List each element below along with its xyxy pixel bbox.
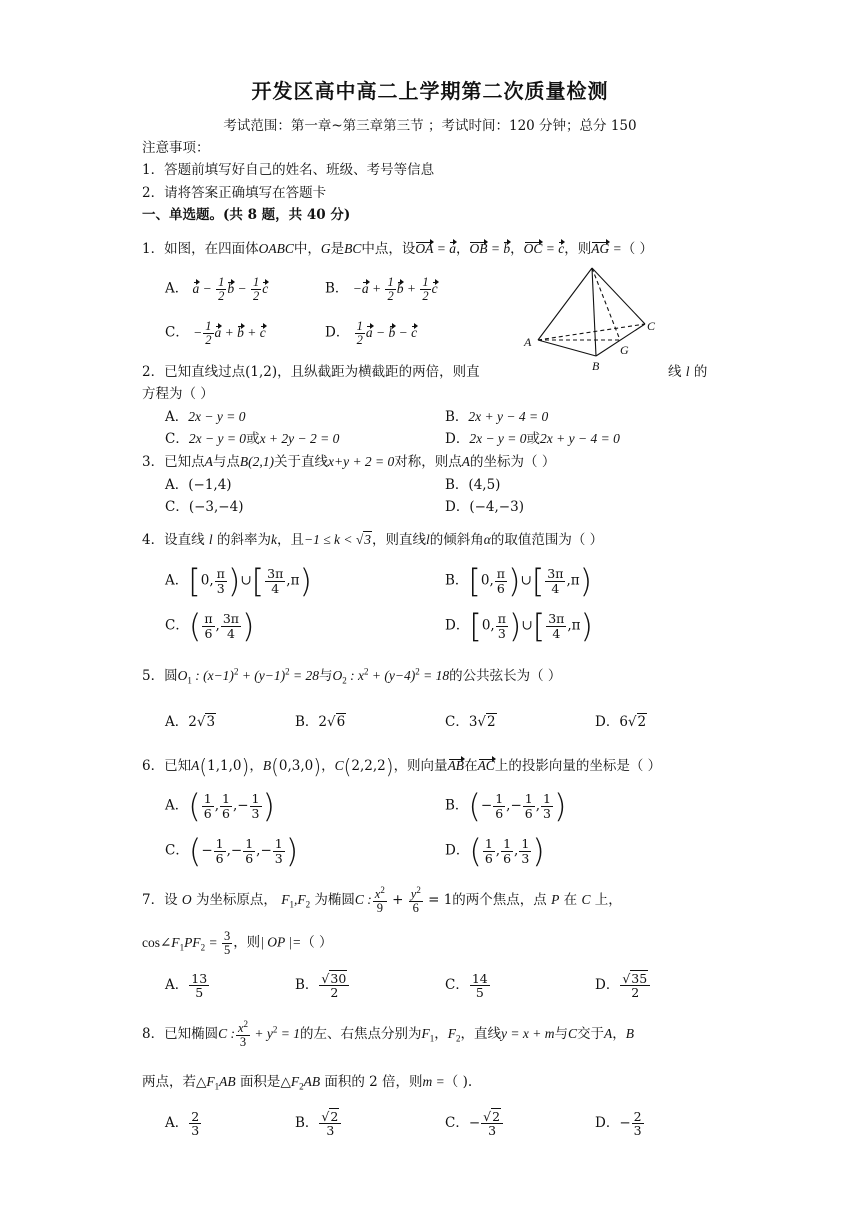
question-7-stem-line2: $\cos\angle F_1PF_2$ = $\frac{3}{5}$ ，则| OP |=（ ） [142, 929, 333, 958]
edge-oc [592, 268, 645, 324]
edge-ac [538, 324, 645, 340]
question-6-option-c[interactable]: C．(− $\frac{1}{6}$ ,− $\frac{1}{6}$ ,− $\frac{1}{3}$ ) [165, 832, 299, 870]
edge-og [592, 268, 620, 340]
question-8-stem-line1: 8．已知椭圆C : $\frac{x^2}{3}$ + $y^2 = 1$的左、右焦点分别为$F_1$，$F_2$，直线y = x + m与C交于A，B [142, 1019, 634, 1050]
question-2-option-b[interactable]: B．2x + y − 4 = 0 [445, 409, 549, 425]
question-7-option-d[interactable]: D． $\frac{√35}{2}$ [595, 972, 651, 999]
question-7-option-a[interactable]: A． $\frac{13}{5}$ [165, 971, 208, 1001]
question-1-option-c[interactable]: C． − $\frac{1}{2}$ a + b + c [165, 319, 266, 348]
question-6-stem: 6．已知A(1,1,0)，B(0,3,0)，C(2,2,2)，则向量AB在AC上的投影向量的坐标是（ ） [142, 754, 662, 779]
label-b: B [592, 359, 600, 373]
note-1: 1．答题前填写好自己的姓名、班级、考号等信息 [142, 162, 435, 178]
question-2-stem-line1: 2．已知直线过点(1,2)，且纵截距为横截距的两倍，则直 [142, 364, 480, 380]
question-8-option-d[interactable]: D．− $\frac{2}{3}$ [595, 1109, 642, 1139]
label-c: C [647, 319, 656, 333]
question-2-option-a[interactable]: A．2x − y = 0 [165, 409, 246, 425]
question-6-option-b[interactable]: B．(− $\frac{1}{6}$ ,− $\frac{1}{6}$ , $\frac{1}{3}$ ) [445, 787, 567, 825]
question-8-option-a[interactable]: A． $\frac{2}{3}$ [165, 1109, 200, 1139]
question-8-stem-line2: 两点，若$\triangle F_1AB$ 面积是$\triangle F_2AB$ 面积的 2 倍，则m =（ ). [142, 1074, 473, 1092]
question-8-option-c[interactable]: C．− $\frac{√2}{3}$ [445, 1110, 504, 1137]
question-2-option-c[interactable]: C．2x − y = 0或x + 2y − 2 = 0 [165, 431, 340, 447]
question-8-option-b[interactable]: B． $\frac{√2}{3}$ [295, 1110, 342, 1137]
notes-title: 注意事项： [142, 140, 210, 156]
question-5-option-d[interactable]: D．6√2 [595, 714, 647, 730]
question-7-option-b[interactable]: B． $\frac{√30}{2}$ [295, 972, 350, 999]
question-6-option-a[interactable]: A．( $\frac{1}{6}$ , $\frac{1}{6}$ ,− $\frac{1}{3}$ ) [165, 787, 275, 825]
question-2-stem-line2: 方程为（ ） [142, 386, 214, 402]
question-4-option-d[interactable]: D．[0, $\frac{\pi}{3}$ )∪[ $\frac{3\pi}{4}$ ,π) [445, 607, 594, 645]
question-5-option-c[interactable]: C．3√2 [445, 714, 496, 730]
question-1-option-d[interactable]: D． $\frac{1}{2}$ a − b − c [325, 319, 418, 348]
label-a: A [524, 335, 532, 349]
question-4-stem: 4．设直线 l 的斜率为k，且−1 ≤ k < √3，则直线l的倾斜角α的取值范围为（ ） [142, 532, 604, 548]
exam-info: 考试范围：第一章~第三章第三节 ；考试时间：120 分钟；总分 150 [223, 118, 637, 134]
question-5-option-a[interactable]: A．2√3 [165, 714, 216, 730]
question-7-option-c[interactable]: C． $\frac{14}{5}$ [445, 971, 488, 1001]
question-4-option-c[interactable]: C．( $\frac{\pi}{6}$ , $\frac{3\pi}{4}$ ) [165, 607, 255, 645]
edge-ob [592, 268, 596, 356]
tetrahedron-figure [520, 262, 670, 377]
question-3-option-b[interactable]: B．(4,5) [445, 477, 501, 493]
section-heading: 一、单选题。(共 8 题，共 40 分) [142, 207, 351, 223]
edge-ab [538, 340, 596, 356]
question-4-option-b[interactable]: B．[0, $\frac{\pi}{6}$ )∪[ $\frac{3\pi}{4}$ ,π) [445, 562, 593, 600]
question-7-stem-line1: 7．设 O 为坐标原点， $F_1,F_2$ 为椭圆C : $\frac{x^2}{9}$ + $\frac{y^2}{6}$ = 1的两个焦点，点 P 在 C 上， [142, 885, 622, 916]
question-2-stem-line1-end: 线 l 的 [668, 364, 708, 380]
question-5-option-b[interactable]: B．2√6 [295, 714, 346, 730]
question-3-option-d[interactable]: D．(−4,−3) [445, 499, 524, 515]
question-1-stem: 1．如图，在四面体OABC中，G是BC中点，设OA = a，OB = b，OC = c，则AG =（ ） [142, 241, 654, 257]
question-5-stem: 5．圆$O_1$ : $(x-1)^2 + (y-1)^2 = 28$与$O_2$ : $x^2 + (y-4)^2 = 18$的公共弦长为（ ） [142, 666, 562, 686]
question-1-option-b[interactable]: B． −a + $\frac{1}{2}$ b + $\frac{1}{2}$ c [325, 275, 438, 304]
edge-oa [538, 268, 592, 340]
question-6-option-d[interactable]: D．( $\frac{1}{6}$ , $\frac{1}{6}$ , $\frac{1}{3}$ ) [445, 832, 545, 870]
page-title: 开发区高中高二上学期第二次质量检测 [251, 79, 609, 103]
question-1-option-a[interactable]: A． a − $\frac{1}{2}$ b − $\frac{1}{2}$ c [165, 275, 269, 304]
question-2-option-d[interactable]: D．2x − y = 0或2x + y − 4 = 0 [445, 431, 620, 447]
note-2: 2．请将答案正确填写在答题卡 [142, 185, 327, 201]
question-4-option-a[interactable]: A．[0, $\frac{\pi}{3}$ )∪[ $\frac{3\pi}{4}$ ,π) [165, 562, 312, 600]
question-3-option-c[interactable]: C．(−3,−4) [165, 499, 244, 515]
question-3-stem: 3．已知点A与点B(2,1)关于直线x+y + 2 = 0对称，则点A的坐标为（ ） [142, 454, 556, 470]
label-g: G [620, 343, 629, 357]
question-3-option-a[interactable]: A．(−1,4) [165, 477, 232, 493]
